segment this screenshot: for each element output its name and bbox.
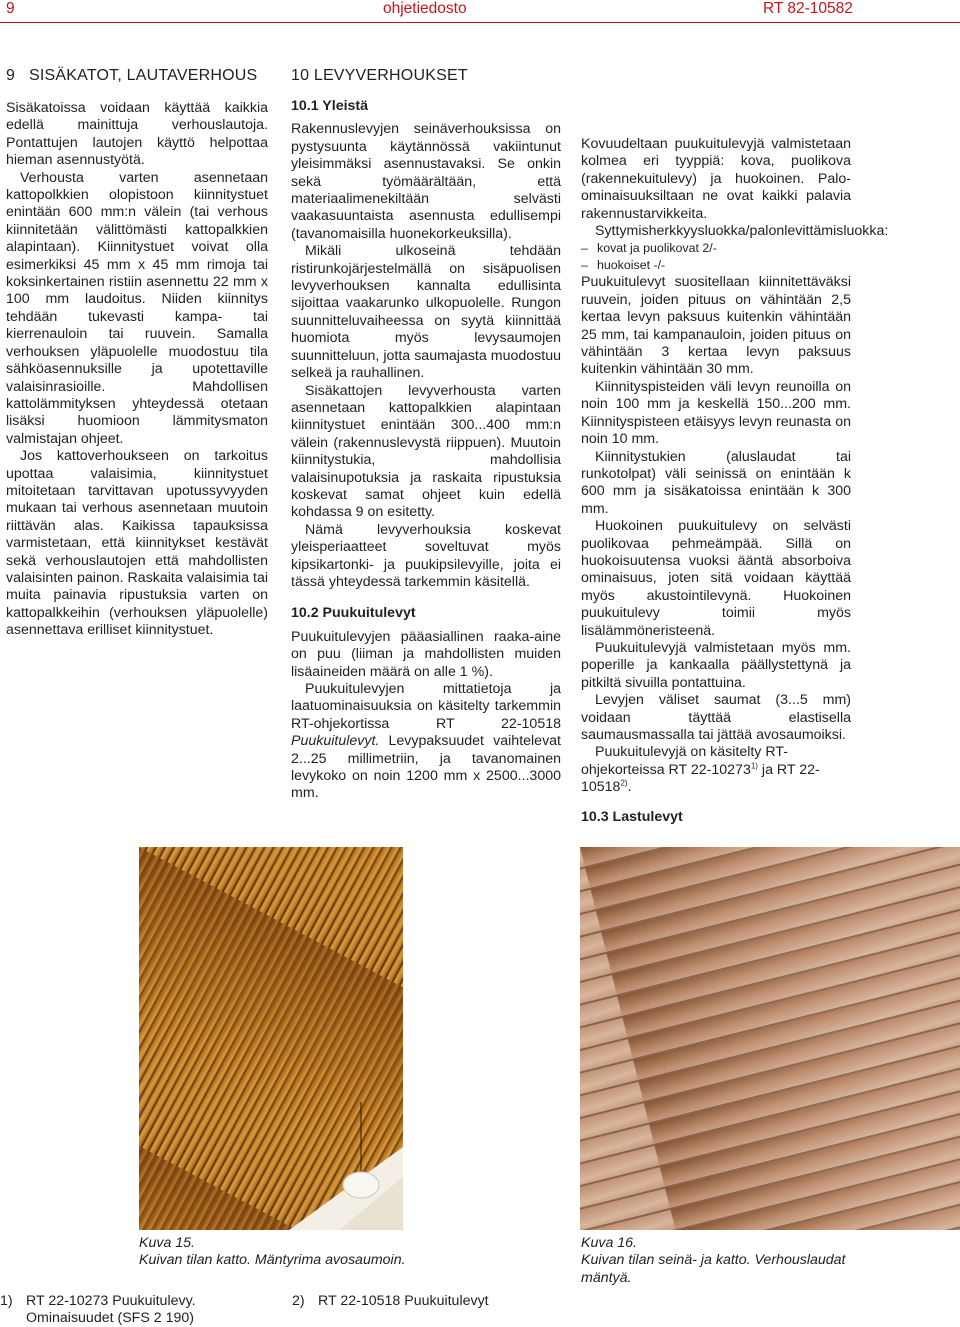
header-code: RT 82-10582: [763, 0, 853, 17]
right-paragraph: Huokoinen puukuitulevy on selvästi puolikovaa pehmeämpää. Sillä on huokoisuutensa vuoksi ääntä absorboiva ominaisuus, joten sitä voidaan käyttää myös akustointilevynä. Huokoinen puukuitulevy toimii myös lisälämmöneristeenä.: [581, 518, 851, 639]
reference-title: Puukuitulevyt.: [291, 733, 380, 750]
figure-16-caption: [581, 1235, 856, 1287]
list-item: – kovat ja puolikovat 2/-: [581, 241, 717, 256]
footnote-1-text2: Ominaisuudet (SFS 2 190): [26, 1310, 194, 1326]
list-item: – huokoiset -/-: [581, 258, 666, 273]
middle-paragraph: Mikäli ulkoseinä tehdään ristirunkojärjestelmällä on sisäpuolisen levyverhouksen kannalta edullisinta sijoittaa vaakarunko ulkopuolelle. Rungon suunnitteluvaiheessa on syytä kiinnittää huomiota myös levysaumojen suunnitteluun, jotta saumajasta muodostuu selkeä ja rauhallinen.: [291, 243, 561, 382]
middle-paragraph: Puukuitulevyjen pääasiallinen raaka-aine on puu (liiman ja mahdollisten muiden lisäaineiden määrä on alle 1 %).: [291, 628, 561, 680]
left-paragraph: Sisäkatoissa voidaan käyttää kaikkia edellä mainittuja verhouslautoja. Pontattujen lautojen käyttö helpottaa hieman asennustyötä.: [6, 100, 268, 169]
figure-15-label: Kuva 15.: [139, 1235, 196, 1251]
middle-paragraph: Puukuitulevyjen mittatietoja ja laatuominaisuuksia on käsitelty tarkemmin RT-ohjekortissa RT 22-10518 Puukuitulevyt. Levypaksuudet vaihtelevat 2...25 millimetriin, ja tavanomainen levykoko on noin 1200 mm x 2500...3000 mm.: [291, 681, 561, 802]
right-paragraph: Kovuudeltaan puukuitulevyjä valmistetaan kolmea eri tyyppiä: kova, puolikova (rakennekuitulevy) ja huokoinen. Palo-ominaisuuksiltaan ne ovat kaikki palavia rakennustarvikkeita.: [581, 136, 851, 222]
section-title-9: 9 SISÄKATOT, LAUTAVERHOUS: [6, 67, 258, 84]
left-paragraph: Jos kattoverhoukseen on tarkoitus upottaa valaisimia, kiinnitystuet mitoitetaan tarvittavan upotussyvyyden mukaan tai verhous asennetaan muutoin riittävän alas. Kaikissa tapauksissa varmistetaan, että kiinnitykset kestävät sekä verhouslautojen että mahdollisten valaisinten painon. Raskaita valaisimia tai muita painavia ripustuksia varten on kattopalkkeihin (verhouksen yläpuolelle) asennettava erilliset kiinnitystuet.: [6, 448, 268, 639]
right-paragraph: Puukuitulevyt suositellaan kiinnitettäväksi ruuvein, joiden pituus on vähintään 2,5 kertaa levyn paksuus kuitenkin vähintään 25 mm, tai kampanauloin, joiden pituus on vähintään 3 kertaa levyn paksuus kuitenkin vähintään 30 mm.: [581, 274, 851, 378]
right-paragraph: Puukuitulevyjä valmistetaan myös mm. poperille ja kankaalla päällystettynä ja pitkiltä sivuilla pontattuina.: [581, 639, 851, 691]
wall-photo: [580, 847, 960, 1230]
footnote-1: [0, 1293, 290, 1327]
right-paragraph: Puukuitulevyjä on käsitelty RT-ohjekorteissa RT 22-10273$^{1)}$ ja RT 22-10518$^{2)}$.: [581, 744, 820, 796]
middle-column: [291, 66, 561, 803]
left-paragraph: Verhousta varten asennetaan kattopolkkien olopistoon kiinnitystuet enintään 600 mm:n välein (tai verhous kiinnitetään välittömästi kattopalkkien alapintaan). Kiinnitystuet voivat olla esimerkiksi 45 mm x 45 mm rimoja tai koksinkertainen ristiin asennettu 22 mm x 100 mm laudoitus. Niiden kiinnitys tehdään tukevasti kampa- tai kierrenauloin tai ruuvein. Samalla verhouksen yläpuolelle muodostuu tila sähköasennuksille ja upotettaville valaisinrasioille. Mahdollisen kattolämmityksen yhteydessä otetaan lisäksi huomioon lämmitysmaton valmistajan ohjeet.: [6, 169, 268, 447]
header-section: ohjetiedosto: [383, 0, 467, 17]
page-number: 9: [6, 0, 15, 17]
right-paragraph: Kiinnityspisteiden väli levyn reunoilla on noin 100 mm ja keskellä 150...200 mm. Kiinnityspisteen etäisyys levyn reunasta on noin 10 mm.: [581, 378, 851, 448]
section-title-10: 10 LEVYVERHOUKSET: [291, 67, 468, 84]
subheading-10-1: 10.1 Yleistä: [291, 98, 369, 114]
footnote-1-text: RT 22-10273 Puukuitulevy.: [26, 1293, 196, 1309]
middle-paragraph: Nämä levyverhouksia koskevat yleisperiaatteet soveltuvat myös kipsikartonki- ja puukipsilevyille, joita ei tässä yhteydessä tarkemmin käsitellä.: [291, 521, 561, 590]
footnote-2-mark: 2): [292, 1293, 305, 1309]
figure-16-label: Kuva 16.: [581, 1235, 638, 1251]
right-column: [581, 136, 889, 832]
footnote-1-mark: 1): [0, 1293, 13, 1309]
bullet-list: [581, 240, 851, 274]
right-paragraph: Levyjen väliset saumat (3...5 mm) voidaan täyttää elastisella saumausmassalla tai jättää avosaumoiksi.: [581, 692, 851, 743]
subheading-10-3: 10.3 Lastulevyt: [581, 808, 683, 825]
middle-paragraph: Sisäkattojen levyverhousta varten asennetaan kattopalkkien alapintaan kiinnitystuet enintään 300...400 mm:n välein (rakennuslevystä riippuen). Muutoin kiinnitystukia, mahdollisia valaisinupotuksia ja raskaita ripustuksia koskevat samat ohjeet kuin edellä kohdassa 9 on esitetty.: [291, 382, 561, 521]
figure-16-text: Kuivan tilan seinä- ja katto. Verhouslaudat mäntyä.: [581, 1252, 846, 1286]
wall-photo-image: [580, 847, 960, 1230]
right-paragraph: Kiinnitystukien (aluslaudat tai runkotolpat) väli seinissä on enintään k 600 mm ja sisäkatoissa enintään k 300 mm.: [581, 448, 851, 517]
right-paragraph: Syttymisherkkyysluokka/palonlevittämisluokka:: [595, 223, 889, 240]
middle-paragraph: Rakennuslevyjen seinäverhouksissa on pystysuunta käytännössä vakiintunut yleisimmäksi asennustavaksi. Se onkin sekä työmäärältään, että materiaalimenekiltään selvästi vaakasuuntaista asennusta edullisempi (tavanomaisilla huonekorkeuksilla).: [291, 121, 561, 242]
footnote-2: [292, 1293, 552, 1310]
ceiling-photo: [139, 847, 403, 1230]
figure-15-text: Kuivan tilan katto. Mäntyrima avosaumoin.: [139, 1252, 406, 1269]
subheading-10-2: 10.2 Puukuitulevyt: [291, 605, 416, 622]
left-column: [6, 66, 268, 640]
header-rule: [0, 22, 960, 23]
footnote-2-text: RT 22-10518 Puukuitulevyt: [318, 1293, 489, 1309]
ceiling-photo-image: [139, 847, 403, 1230]
figure-15-caption: [139, 1235, 469, 1270]
